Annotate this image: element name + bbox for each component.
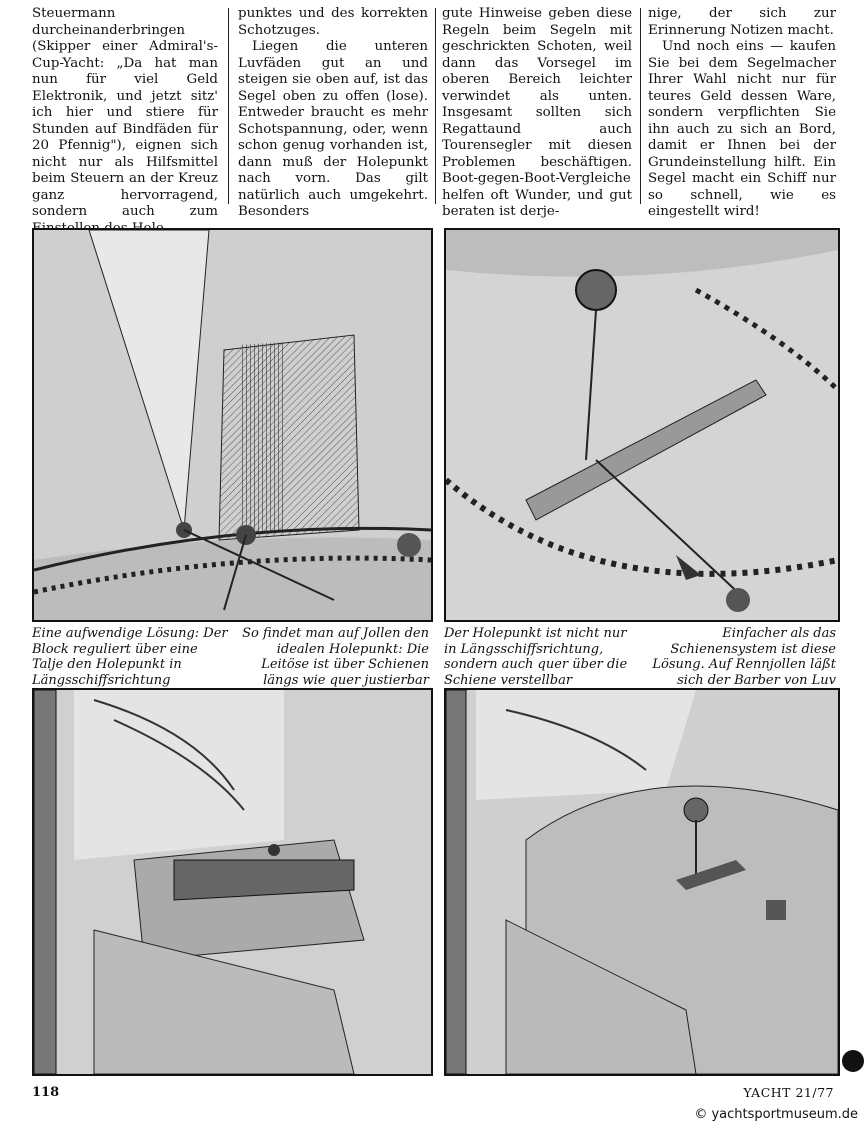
paragraph: Und noch eins — kaufen Sie bei dem Segelmacher Ihrer Wahl nicht nur für teures Geld dessen Ware, sondern verpflichten Sie ihn auch zu sich an Bord, damit er Ihnen bei der Grundeinstellung hilft. Ein Segel macht ein Schiff nur so schnell, wie es eingestellt wird! [648, 39, 836, 219]
hatched-drawing [446, 230, 838, 620]
illustration-jollen-rail [32, 688, 433, 1076]
illustration-rail-cross [444, 228, 840, 622]
paragraph: nige, der sich zur Erinnerung Notizen macht. [648, 6, 836, 38]
paragraph: Liegen die unteren Luvfäden gut an und steigen sie oben auf, ist das Segel oben zu offen (lose). Entweder braucht es mehr Schotspannung, oder, wenn schon genug vorhanden ist, dann muß der Holepunkt nach vorn. Das gilt natürlich auch umgekehrt. Besonders [238, 39, 428, 219]
caption-b: So findet man auf Jollen den idealen Holepunkt: Die Leitöse ist über Schienen längs wie quer justierbar [242, 626, 429, 688]
text-column-4 [648, 6, 836, 221]
rosette-icon [842, 1050, 864, 1072]
magazine-issue: YACHT 21/77 [743, 1085, 834, 1100]
paragraph: gute Hinweise geben diese Regeln beim Segeln mit geschrickten Schoten, weil dann das Vorsegel im oberen Bereich leichter verwindet als unten. Insgesamt sollten sich Regattaund auch Tourensegler mit diesen Problemen beschäftigen. Boot-gegen-Boot-Vergleiche helfen oft Wunder, und gut beraten ist derje- [442, 6, 632, 219]
illustration-block-talje [32, 228, 433, 622]
watermark: © yachtsportmuseum.de [694, 1107, 858, 1122]
column-rule [435, 8, 436, 204]
page-number: 118 [32, 1085, 60, 1100]
caption-a: Eine aufwendige Lösung: Der Block reguliert über eine Talje den Holepunkt in Längsschiffsrichtung [32, 626, 228, 688]
hatched-drawing [34, 690, 431, 1074]
caption-c: Der Holepunkt ist nicht nur in Längsschiffsrichtung, sondern auch quer über die Schiene verstellbar [444, 626, 628, 688]
paragraph: punktes und des korrekten Schotzuges. [238, 6, 428, 38]
caption-d: Einfacher als das Schienensystem ist diese Lösung. Auf Rennjollen läßt sich der Barber von Luv [652, 626, 836, 688]
hatched-drawing [34, 230, 431, 620]
illustration-barber [444, 688, 840, 1076]
column-rule [640, 8, 641, 204]
text-column-1 [32, 6, 218, 237]
column-rule [228, 8, 229, 204]
paragraph: Steuermann durcheinanderbringen (Skipper einer Admiral's-Cup-Yacht: „Da hat man nun für viel Geld Elektronik, und jetzt sitz' ich hier und stiere für Stunden auf Bindfäden für 20 Pfennig"), eignen sich nicht nur als Hilfsmittel beim Steuern an der Kreuz ganz hervorragend, sondern auch zum [32, 6, 218, 219]
text-column-3 [442, 6, 632, 221]
hatched-drawing [446, 690, 838, 1074]
text-column-2 [238, 6, 428, 221]
